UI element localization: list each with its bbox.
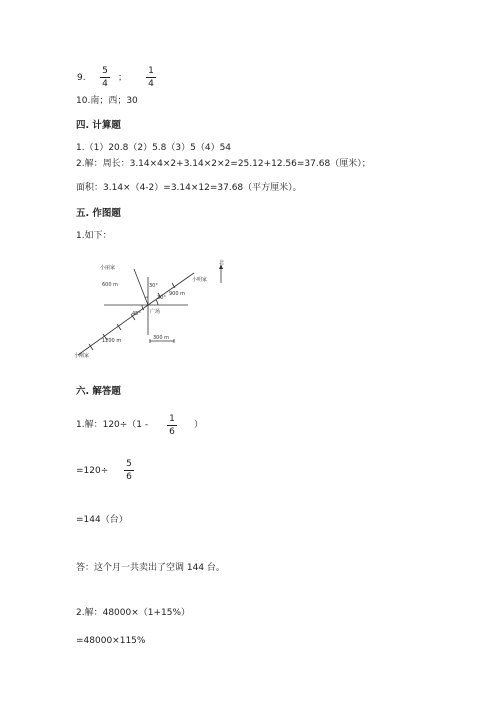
label-900m: 900 m — [169, 291, 186, 297]
fraction-bar — [124, 470, 134, 471]
fraction-numerator: 1 — [148, 66, 154, 76]
q9-fraction-1 — [99, 66, 111, 89]
label-square: 广场 — [150, 309, 161, 315]
fraction-bar — [167, 425, 177, 426]
section-6-q1-step-2-fraction — [123, 459, 135, 482]
section-6-q1-step-3: =144（台） — [76, 515, 128, 525]
fraction-denominator: 4 — [148, 79, 154, 89]
section-6-q2-line-1: 2.解：48000×（1+15%） — [76, 608, 191, 618]
fraction-bar — [146, 77, 156, 78]
line-to-xiaoli — [134, 269, 148, 305]
fraction-denominator: 6 — [126, 472, 132, 482]
section-4-line-2: 2.解：周长：3.14×4×2+3.14×2×2=25.12+12.56=37.68（厘米）； — [76, 159, 371, 169]
label-xiaoming: 小明家 — [192, 277, 208, 283]
line-to-xiaoming — [148, 273, 194, 305]
fraction-numerator: 5 — [102, 66, 108, 76]
section-4-line-1: 1.（1）20.8（2）5.8（3）5（4）54 — [76, 143, 232, 153]
label-angle-30-a: 30° — [149, 283, 158, 289]
fraction-denominator: 4 — [102, 79, 108, 89]
label-angle-30-b: 30° — [157, 295, 166, 301]
label-north: 北 — [219, 260, 225, 266]
section-6-q2-line-2: =48000×115% — [76, 636, 146, 646]
q10-answer: 10.南；西；30 — [76, 96, 138, 106]
direction-map-diagram — [66, 255, 246, 365]
q9-fraction-2 — [145, 66, 157, 89]
section-6-q1-line-1: 1.解：120÷（1 - — [76, 420, 149, 430]
label-1200m: 1200 m — [102, 338, 122, 344]
label-scale: 300 m — [153, 335, 170, 341]
label-angle-45: 45° — [132, 311, 141, 317]
section-6-title: 六. 解答题 — [76, 386, 121, 397]
q9-separator: ； — [118, 73, 128, 83]
label-xiaoli: 小丽家 — [100, 265, 116, 271]
label-xiaogang: 小刚家 — [74, 353, 90, 359]
section-6-q1-close-paren: ） — [194, 420, 204, 430]
label-600m: 600 m — [102, 282, 119, 288]
section-4-line-3: 面积：3.14×（4-2）=3.14×12=37.68（平方厘米）。 — [76, 183, 302, 193]
section-5-line-1: 1.如下： — [76, 231, 112, 241]
q9-label: 9. — [77, 73, 86, 83]
section-5-title: 五. 作图题 — [76, 208, 121, 219]
diagram-labels — [74, 259, 224, 359]
fraction-numerator: 5 — [126, 459, 132, 469]
fraction-numerator: 1 — [169, 414, 175, 424]
section-6-q1-answer: 答：这个月一共卖出了空调 144 台。 — [76, 563, 225, 573]
section-4-title: 四. 计算题 — [76, 120, 121, 131]
fraction-bar — [100, 77, 110, 78]
section-6-q1-step-2: =120÷ — [76, 466, 109, 476]
fraction-denominator: 6 — [169, 427, 175, 437]
section-6-q1-fraction — [166, 414, 178, 437]
